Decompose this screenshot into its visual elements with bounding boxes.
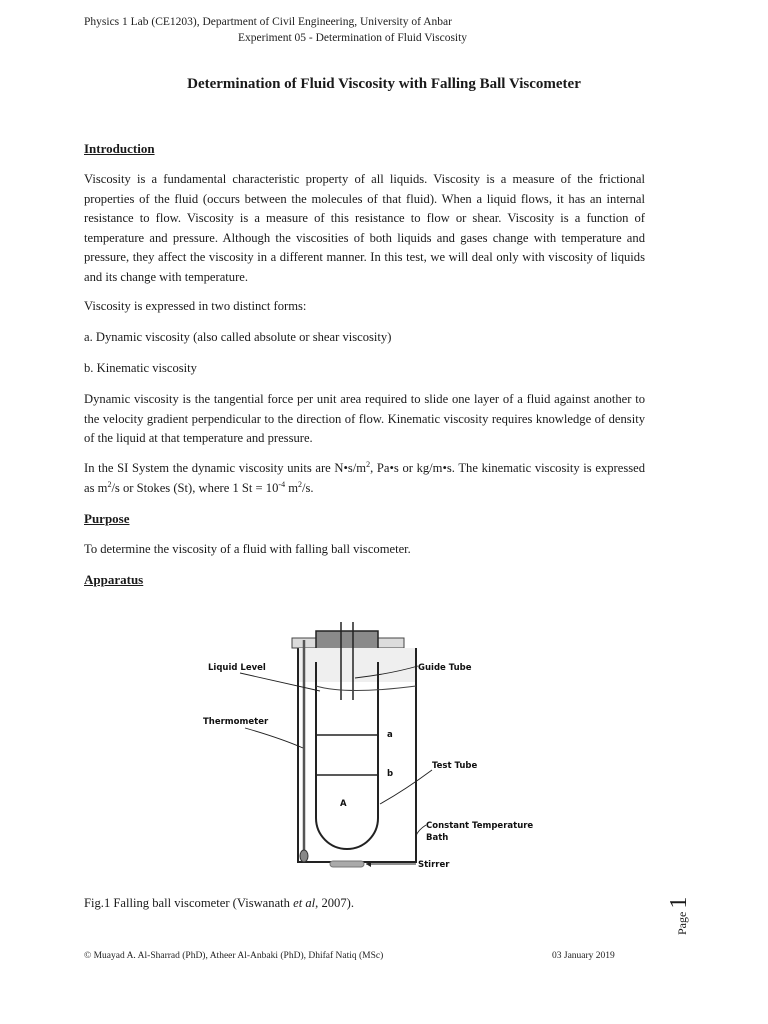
introduction-paragraph-3: Dynamic viscosity is the tangential force per unit area required to slide one layer of a fluid against another to the velocity gradient perpendicular to the direction of flow. Kinematic viscosity requires knowledge of density of the liquid at that temperature and pressure. — [84, 392, 645, 446]
viscosity-form-b: b. Kinematic viscosity — [84, 361, 197, 375]
stirrer — [330, 861, 364, 867]
thermometer-bulb — [300, 850, 308, 862]
leader-bath — [416, 825, 426, 836]
falling-ball-viscometer-figure — [200, 600, 540, 880]
leader-thermometer — [245, 728, 303, 748]
label-bath-line-2: Bath — [426, 833, 449, 843]
label-liquid-level: Liquid Level — [208, 663, 266, 673]
label-stirrer: Stirrer — [418, 860, 450, 870]
label-bath-line-1: Constant Temperature — [426, 821, 534, 831]
si-text-2: , Pa•s or kg/m•s. The kinematic viscosity is expressed as m — [84, 461, 646, 495]
caption-year: , 2007). — [315, 896, 354, 910]
si-text-1: In the SI System the dynamic viscosity units are N•s/m — [84, 461, 367, 475]
si-sup-1: 2 — [366, 460, 371, 469]
si-sup-3: -4 — [278, 479, 286, 489]
page-number-marker — [666, 897, 693, 935]
label-A: A — [340, 799, 347, 809]
running-header-course: Physics 1 Lab (CE1203), Department of Civil Engineering, University of Anbar — [84, 16, 452, 28]
si-text-4: m — [285, 480, 299, 495]
purpose-heading: Purpose — [84, 511, 130, 526]
purpose-text: To determine the viscosity of a fluid with falling ball viscometer. — [84, 542, 411, 556]
label-b: b — [387, 769, 394, 779]
footer-date: 03 January 2019 — [552, 951, 615, 961]
label-guide-tube: Guide Tube — [418, 663, 472, 673]
label-a: a — [387, 730, 393, 740]
si-sup-2: 2 — [107, 479, 112, 489]
label-thermometer: Thermometer — [203, 717, 269, 727]
introduction-heading: Introduction — [84, 141, 155, 156]
introduction-paragraph-1: Viscosity is a fundamental characteristic property of all liquids. Viscosity is a measure of the frictional properties of the fluid (occurs between the molecules of that fluid). When a liquid flows, it has an internal resistance to flow. Viscosity is a measure of this resistance to flow or shear. Viscosity is a function of temperature and pressure. Although the viscosities of both liquids and gases change with temperature and pressure, they affect the viscosity in a different manner. In this test, we will deal only with viscosity of liquids and its change with temperature. — [84, 172, 645, 284]
si-text-5: /s. — [302, 480, 314, 495]
figure-caption — [84, 896, 354, 911]
viscosity-form-a: a. Dynamic viscosity (also called absolute or shear viscosity) — [84, 330, 392, 344]
document-title: Determination of Fluid Viscosity with Falling Ball Viscometer — [187, 76, 581, 92]
page-number: 1 — [666, 896, 692, 909]
label-test-tube: Test Tube — [432, 761, 478, 771]
footer-authors: © Muayad A. Al-Sharrad (PhD), Atheer Al-Anbaki (PhD), Dhifaf Natiq (MSc) — [84, 951, 384, 961]
si-sup-4: 2 — [298, 479, 303, 489]
page-word: Page — [675, 911, 689, 935]
caption-text: Fig.1 Falling ball viscometer (Viswanath — [84, 896, 294, 910]
si-units-paragraph — [84, 459, 645, 498]
apparatus-heading: Apparatus — [84, 572, 144, 587]
running-header-experiment: Experiment 05 - Determination of Fluid Viscosity — [238, 32, 468, 44]
liquid-level-line — [316, 686, 416, 691]
caption-et-al: et al — [293, 896, 316, 910]
introduction-paragraph-2: Viscosity is expressed in two distinct forms: — [84, 299, 307, 313]
si-text-3: /s or Stokes (St), where 1 St = 10 — [111, 480, 279, 495]
